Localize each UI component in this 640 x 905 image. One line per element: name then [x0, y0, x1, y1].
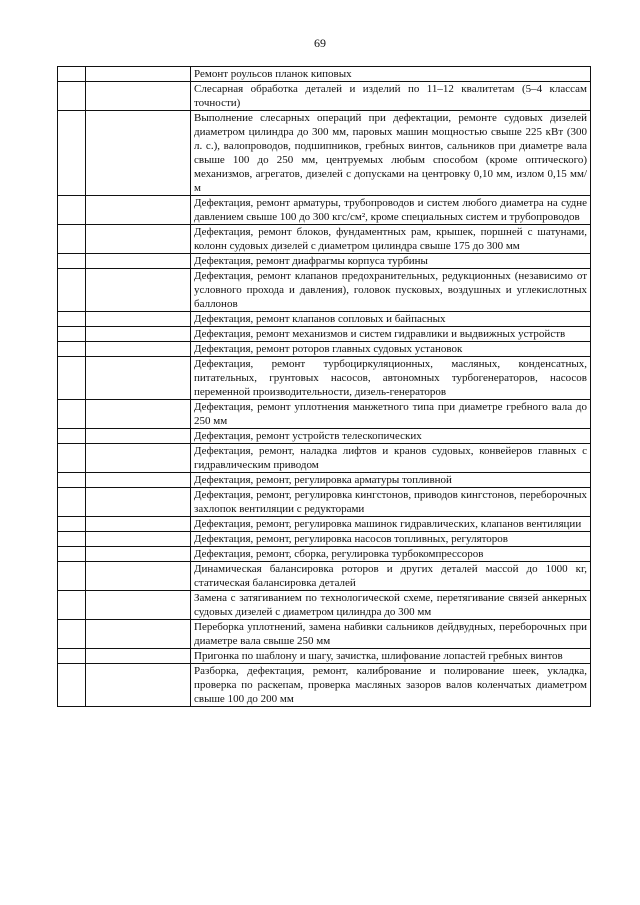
empty-cell-second-column: [86, 327, 191, 342]
work-item-text: Дефектация, ремонт устройств телескопических: [191, 429, 591, 444]
empty-cell-first-column: [58, 473, 86, 488]
table-row: [58, 357, 591, 400]
empty-cell-second-column: [86, 517, 191, 532]
empty-cell-first-column: [58, 400, 86, 429]
empty-cell-first-column: [58, 67, 86, 82]
table-row: [58, 327, 591, 342]
empty-cell-first-column: [58, 82, 86, 111]
empty-cell-second-column: [86, 342, 191, 357]
table-row: [58, 664, 591, 707]
empty-cell-first-column: [58, 327, 86, 342]
table-row: [58, 312, 591, 327]
empty-cell-first-column: [58, 269, 86, 312]
empty-cell-second-column: [86, 312, 191, 327]
empty-cell-second-column: [86, 473, 191, 488]
table-row: [58, 649, 591, 664]
empty-cell-second-column: [86, 547, 191, 562]
work-item-text: Пригонка по шаблону и шагу, зачистка, шлифование лопастей гребных винтов: [191, 649, 591, 664]
work-item-text: Дефектация, ремонт клапанов предохранительных, редукционных (независимо от условного прохода и давления), головок пусковых, воздушных и углекислотных баллонов: [191, 269, 591, 312]
empty-cell-first-column: [58, 547, 86, 562]
work-item-text: Дефектация, ремонт блоков, фундаментных рам, крышек, поршней с шатунами, колонн судовых дизелей с диаметром цилиндра свыше 175 до 300 мм: [191, 225, 591, 254]
empty-cell-first-column: [58, 620, 86, 649]
table-body: [58, 67, 591, 707]
empty-cell-first-column: [58, 111, 86, 196]
work-item-text: Дефектация, ремонт механизмов и систем гидравлики и выдвижных устройств: [191, 327, 591, 342]
table-row: [58, 254, 591, 269]
empty-cell-first-column: [58, 649, 86, 664]
table-row: [58, 488, 591, 517]
empty-cell-second-column: [86, 664, 191, 707]
empty-cell-first-column: [58, 357, 86, 400]
empty-cell-second-column: [86, 532, 191, 547]
work-item-text: Ремонт роульсов планок киповых: [191, 67, 591, 82]
work-item-text: Переборка уплотнений, замена набивки сальников дейдвудных, переборочных при диаметре вала свыше 250 мм: [191, 620, 591, 649]
table-row: [58, 444, 591, 473]
table-row: [58, 517, 591, 532]
work-items-table: [57, 66, 591, 707]
empty-cell-first-column: [58, 444, 86, 473]
work-item-text: Дефектация, ремонт арматуры, трубопроводов и систем любого диаметра на судне давлением свыше 100 до 300 кгс/см², кроме специальных систем и трубопроводов: [191, 196, 591, 225]
work-item-text: Дефектация, ремонт диафрагмы корпуса турбины: [191, 254, 591, 269]
empty-cell-second-column: [86, 357, 191, 400]
table-row: [58, 620, 591, 649]
empty-cell-first-column: [58, 196, 86, 225]
work-item-text: Дефектация, ремонт, регулировка арматуры топливной: [191, 473, 591, 488]
table-row: [58, 82, 591, 111]
empty-cell-second-column: [86, 82, 191, 111]
table-row: [58, 342, 591, 357]
empty-cell-second-column: [86, 269, 191, 312]
empty-cell-second-column: [86, 111, 191, 196]
work-item-text: Дефектация, ремонт турбоциркуляционных, масляных, конденсатных, питательных, грунтовых насосов, автономных турбогенераторов, насосов переменной производительности, дизель-генераторов: [191, 357, 591, 400]
empty-cell-first-column: [58, 664, 86, 707]
work-item-text: Дефектация, ремонт, регулировка машинок гидравлических, клапанов вентиляции: [191, 517, 591, 532]
empty-cell-second-column: [86, 488, 191, 517]
empty-cell-first-column: [58, 254, 86, 269]
empty-cell-second-column: [86, 429, 191, 444]
empty-cell-second-column: [86, 254, 191, 269]
table-row: [58, 400, 591, 429]
empty-cell-second-column: [86, 67, 191, 82]
empty-cell-first-column: [58, 488, 86, 517]
work-item-text: Дефектация, ремонт, регулировка насосов топливных, регуляторов: [191, 532, 591, 547]
empty-cell-first-column: [58, 342, 86, 357]
table-row: [58, 67, 591, 82]
empty-cell-second-column: [86, 562, 191, 591]
work-item-text: Разборка, дефектация, ремонт, калибрование и полирование шеек, укладка, проверка по раскепам, проверка масляных зазоров валов коленчатых диаметром свыше 100 до 200 мм: [191, 664, 591, 707]
work-item-text: Динамическая балансировка роторов и других деталей массой до 1000 кг, статическая балансировка деталей: [191, 562, 591, 591]
work-item-text: Слесарная обработка деталей и изделий по 11–12 квалитетам (5–4 классам точности): [191, 82, 591, 111]
table-row: [58, 473, 591, 488]
empty-cell-first-column: [58, 591, 86, 620]
empty-cell-first-column: [58, 562, 86, 591]
work-item-text: Выполнение слесарных операций при дефектации, ремонте судовых дизелей диаметром цилиндра до 300 мм, паровых машин мощностью свыше 225 кВт (300 л. с.), валопроводов, подшипников, гребных винтов, сальников при диаметре вала свыше 100 до 250 мм, центруемых любым способом (кроме оптического) механизмов, агрегатов, дизелей с допусками на центровку 0,10 мм, излом 0,15 мм/м: [191, 111, 591, 196]
empty-cell-second-column: [86, 591, 191, 620]
table-row: [58, 196, 591, 225]
table-row: [58, 532, 591, 547]
empty-cell-second-column: [86, 196, 191, 225]
table-row: [58, 547, 591, 562]
empty-cell-second-column: [86, 444, 191, 473]
work-item-text: Замена с затягиванием по технологической схеме, перетягивание связей анкерных судовых дизелей с диаметром цилиндра до 300 мм: [191, 591, 591, 620]
empty-cell-first-column: [58, 225, 86, 254]
empty-cell-first-column: [58, 312, 86, 327]
empty-cell-first-column: [58, 532, 86, 547]
empty-cell-second-column: [86, 400, 191, 429]
table-row: [58, 269, 591, 312]
work-item-text: Дефектация, ремонт, наладка лифтов и кранов судовых, конвейеров главных с гидравлическим приводом: [191, 444, 591, 473]
work-item-text: Дефектация, ремонт, сборка, регулировка турбокомпрессоров: [191, 547, 591, 562]
page-number: 69: [314, 36, 326, 50]
table-row: [58, 111, 591, 196]
work-item-text: Дефектация, ремонт клапанов сопловых и байпасных: [191, 312, 591, 327]
empty-cell-first-column: [58, 517, 86, 532]
work-item-text: Дефектация, ремонт, регулировка кингстонов, приводов кингстонов, переборочных захлопок вентиляции с редукторами: [191, 488, 591, 517]
empty-cell-second-column: [86, 620, 191, 649]
table-row: [58, 225, 591, 254]
table-row: [58, 429, 591, 444]
empty-cell-first-column: [58, 429, 86, 444]
table-row: [58, 562, 591, 591]
work-item-text: Дефектация, ремонт уплотнения манжетного типа при диаметре гребного вала до 250 мм: [191, 400, 591, 429]
empty-cell-second-column: [86, 225, 191, 254]
work-item-text: Дефектация, ремонт роторов главных судовых установок: [191, 342, 591, 357]
table-row: [58, 591, 591, 620]
empty-cell-second-column: [86, 649, 191, 664]
